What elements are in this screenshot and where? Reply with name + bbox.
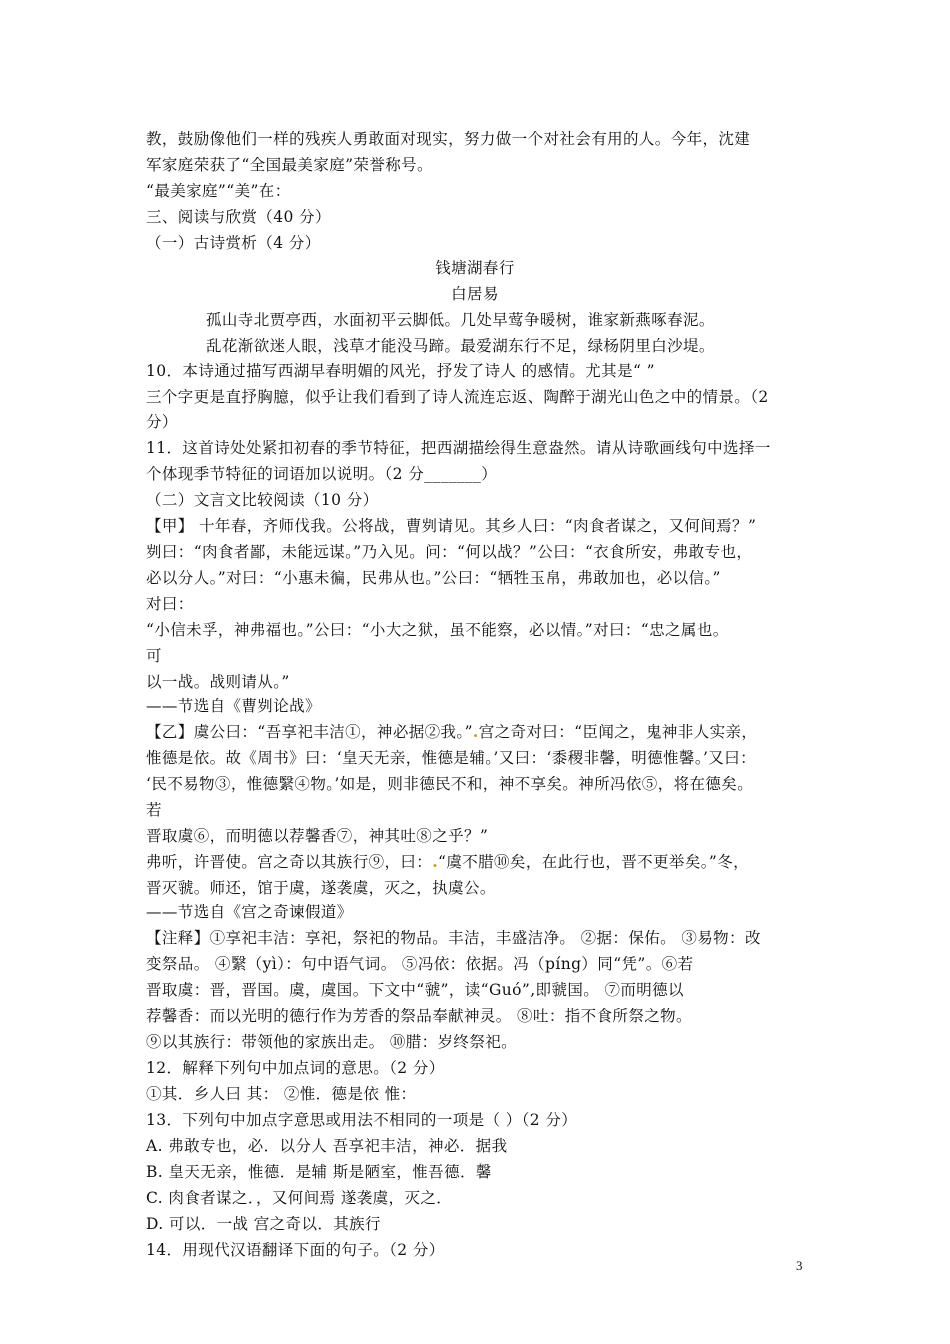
passage-line: ‘民不易物③，惟德繄④物。’如是，则非德民不和，神不享矣。神所冯依⑤，将在德矣。: [146, 775, 754, 793]
question-line: 11．这首诗处处紧扣初春的季节特征，把西湖描绘得生意盎然。请从诗歌画线句中选择一: [146, 439, 771, 457]
option-line: D. 可以．一战 宫之奇以．其族行: [146, 1215, 381, 1233]
question-line: 分）: [146, 413, 178, 431]
text-line: 军家庭荣获了“全国最美家庭”荣誉称号。: [146, 156, 433, 174]
option-line: B. 皇天无亲，惟德．是辅 斯是陋室，惟吾德．馨: [146, 1163, 492, 1181]
emphasis-dot: .: [472, 722, 479, 741]
emphasis-dot: .: [432, 852, 438, 871]
option-line: C. 肉食者谋之．，又何间焉 遂袭虞，灭之．: [146, 1189, 453, 1207]
passage-line: 惟德是依。故《周书》曰：‘皇天无亲，惟德是辅。’又曰：‘黍稷非馨，明德惟馨。’又曰：: [146, 749, 757, 767]
poem-title: 钱塘湖春行: [435, 259, 515, 277]
question-line: 13．下列句中加点字意思或用法不相同的一项是（ ）（2 分）: [146, 1111, 578, 1129]
passage-line: 晋灭虢。师还，馆于虞，遂袭虞，灭之，执虞公。: [146, 879, 496, 897]
passage-line: 【甲】 十年春，齐师伐我。公将战，曹刿请见。其乡人曰：“肉食者谋之，又何间焉？”: [146, 517, 757, 535]
subsection-heading: （一）古诗赏析（4 分）: [146, 234, 321, 252]
note-line: 荐馨香：而以光明的德行作为芳香的祭品奉献神灵。 ⑧吐：指不食所祭之物。: [146, 1007, 692, 1025]
note-line: 【注释】①享祀丰洁：享祀，祭祀的物品。丰洁，丰盛洁净。 ②据：保佑。 ③易物：改: [146, 929, 761, 947]
passage-line: 晋取虞⑥，而明德以荐馨香⑦，神其吐⑧之乎？”: [146, 827, 489, 845]
passage-line: 刿曰：“肉食者鄙，未能远谋。”乃入见。问：“何以战？”公曰：“衣食所安，弗敢专也，: [146, 543, 753, 561]
passage-line: 可: [146, 647, 162, 665]
question-line: 12．解释下列句中加点词的意思。（2 分）: [146, 1059, 445, 1077]
poem-author: 白居易: [451, 285, 499, 303]
poem-line: 孤山寺北贾亭西，水面初平云脚低。几处早莺争暖树，谁家新燕啄春泥。: [206, 311, 715, 329]
passage-line: 必以分人。”对曰：“小惠未徧，民弗从也。”公曰：“牺牲玉帛，弗敢加也，必以信。”: [146, 569, 721, 587]
subsection-heading: （二）文言文比较阅读（10 分）: [146, 491, 379, 509]
passage-text: 宫之奇对曰：“臣闻之，鬼神非人实亲，: [478, 723, 758, 741]
passage-source: ——节选自《宫之奇谏假道》: [146, 903, 353, 921]
question-line: 10．本诗通过描写西湖早春明媚的风光，抒发了诗人 的感情。尤其是“ ”: [146, 362, 655, 380]
passage-line: [146, 850, 749, 872]
question-line: 14．用现代汉语翻译下面的句子。（2 分）: [146, 1241, 445, 1259]
passage-line: [146, 720, 757, 742]
passage-text: “虞不腊⑩矣，在此行也，晋不更举矣。”冬，: [438, 853, 749, 871]
question-line: ①其．乡人曰 其： ②惟．德是依 惟：: [146, 1085, 417, 1103]
note-line: 晋取虞：晋，晋国。虞，虞国。下文中“虢”，读“Guó”,即虢国。 ⑦而明德以: [146, 981, 684, 999]
option-line: A. 弗敢专也，必．以分人 吾享祀丰洁，神必．据我: [146, 1137, 508, 1155]
passage-text: 弗听，许晋使。宫之奇以其族行⑨，曰：: [146, 853, 433, 871]
page-number: 3: [796, 1258, 803, 1273]
text-line: “最美家庭”“美”在：: [146, 182, 291, 200]
passage-line: 以一战。战则请从。”: [146, 673, 290, 691]
question-line: 三个字更是直抒胸臆，似乎让我们看到了诗人流连忘返、陶醉于湖光山色之中的情景。（2: [146, 388, 769, 406]
text-line: 教，鼓励像他们一样的残疾人勇敢面对现实，努力做一个对社会有用的人。今年，沈建: [146, 130, 751, 148]
note-line: 变祭品。 ④繄（yì）：句中语气词。 ⑤冯依：依据。冯（píng）同“凭”。⑥若: [146, 955, 694, 973]
passage-source: ——节选自《曹刿论战》: [146, 697, 321, 715]
poem-line: 乱花渐欲迷人眼，浅草才能没马蹄。最爱湖东行不足，绿杨阴里白沙堤。: [206, 337, 715, 355]
passage-line: 对曰：: [146, 595, 194, 613]
question-line: 个体现季节特征的词语加以说明。（2 分_______）: [146, 465, 498, 483]
passage-text: 【乙】虞公曰：“吾享祀丰洁①，神必据②我。”: [146, 723, 473, 741]
section-heading: 三、阅读与欣赏（40 分）: [146, 208, 331, 226]
note-line: ⑨以其族行：带领他的家族出走。 ⑩腊：岁终祭祀。: [146, 1033, 518, 1051]
passage-line: 若: [146, 801, 162, 819]
passage-line: “小信未孚，神弗福也。”公曰：“小大之狱，虽不能察，必以情。”对曰：“忠之属也。: [146, 621, 729, 639]
